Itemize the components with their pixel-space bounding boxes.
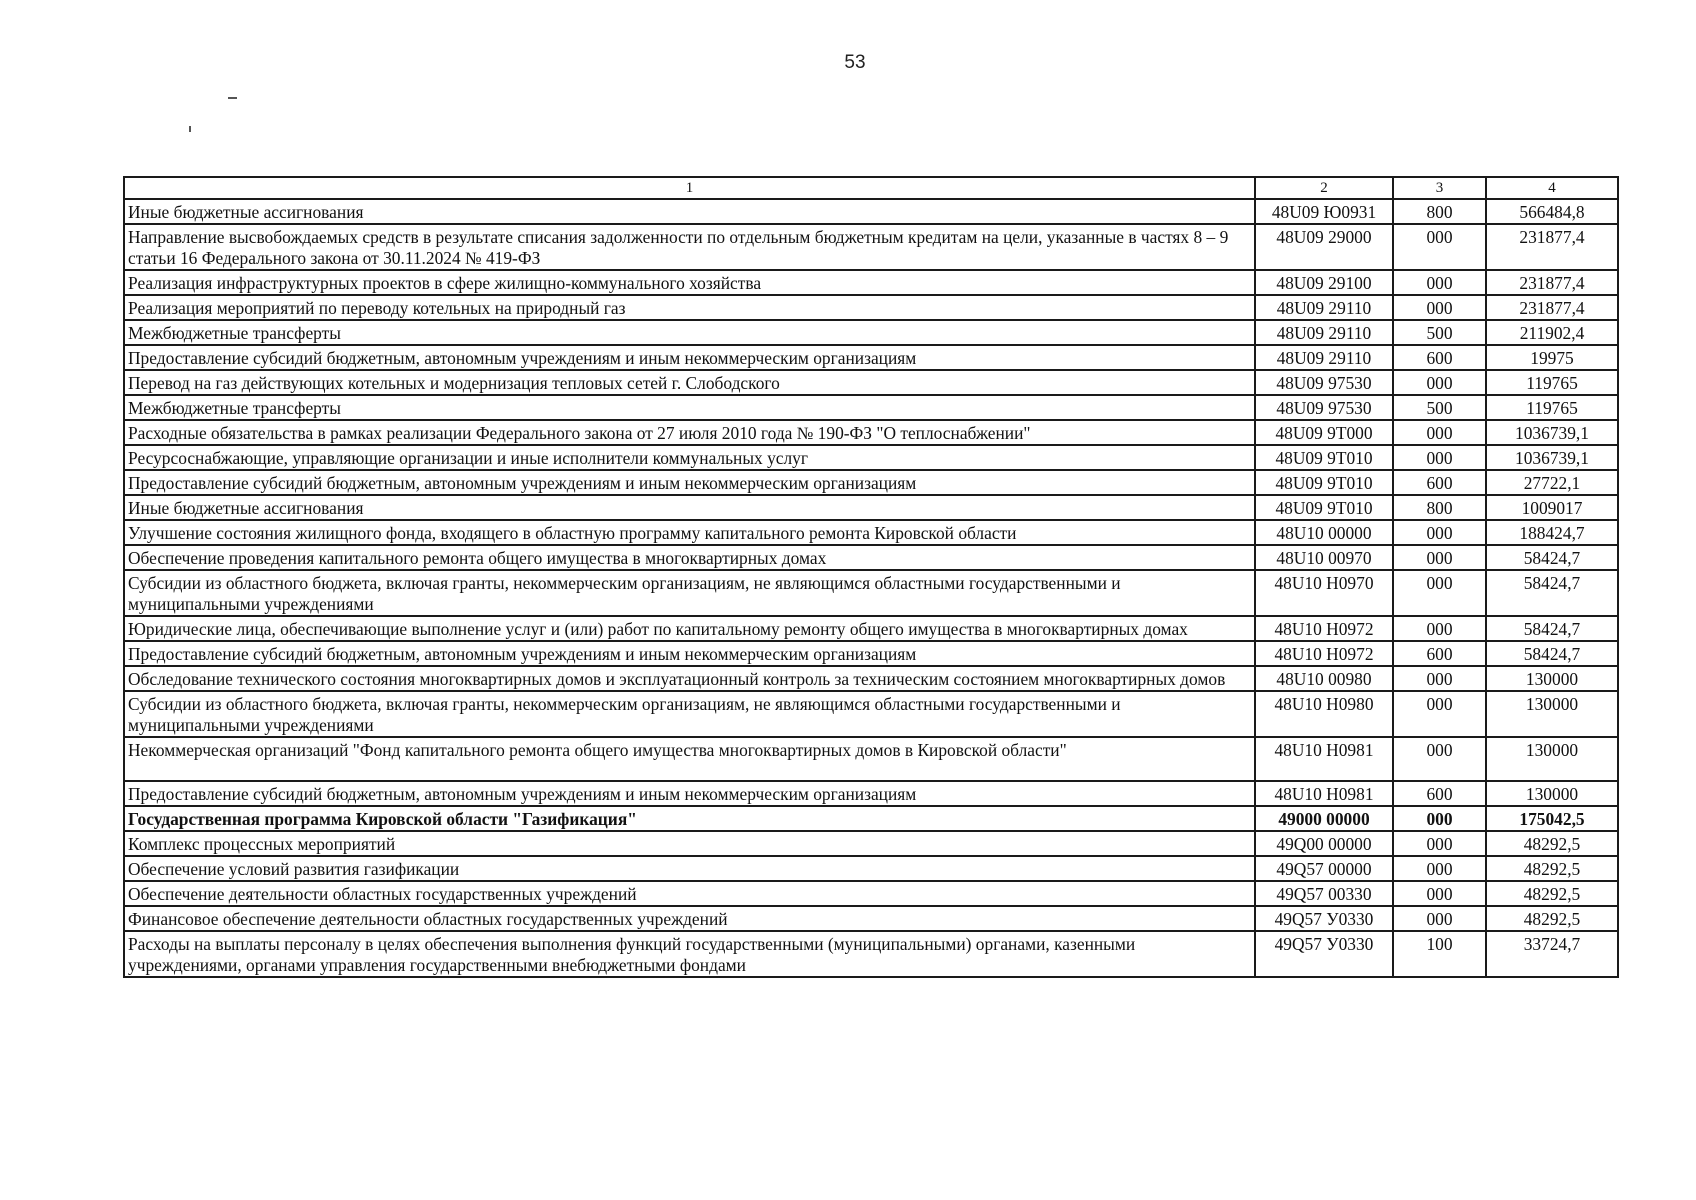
row-type-cell: 000 [1393,295,1486,320]
row-amount-cell: 1036739,1 [1486,420,1618,445]
row-type-cell: 600 [1393,345,1486,370]
table-row [124,737,1618,781]
row-type-cell: 500 [1393,395,1486,420]
row-type-cell: 000 [1393,270,1486,295]
row-code-cell: 48U09 9Т010 [1255,470,1393,495]
table-row [124,224,1618,270]
row-amount-cell: 58424,7 [1486,545,1618,570]
row-name-cell: Обеспечение условий развития газификации [124,856,1255,881]
row-type-cell: 000 [1393,445,1486,470]
row-code-cell: 49000 00000 [1255,806,1393,831]
row-amount-cell: 231877,4 [1486,270,1618,295]
row-code-cell: 48U10 Н0981 [1255,737,1393,781]
row-name-cell: Субсидии из областного бюджета, включая гранты, некоммерческим организациям, не являющимся областными государственными и муниципальными учреждениями [124,691,1255,737]
row-type-cell: 000 [1393,737,1486,781]
column-header: 4 [1486,177,1618,199]
row-name-cell: Некоммерческая организаций "Фонд капитального ремонта общего имущества многоквартирных домов в Кировской области" [124,737,1255,781]
row-amount-cell: 231877,4 [1486,224,1618,270]
table-row [124,420,1618,445]
row-name-cell: Предоставление субсидий бюджетным, автономным учреждениям и иным некоммерческим организациям [124,781,1255,806]
row-amount-cell: 27722,1 [1486,470,1618,495]
table-row [124,199,1618,224]
row-amount-cell: 1009017 [1486,495,1618,520]
table-row [124,570,1618,616]
row-type-cell: 800 [1393,199,1486,224]
row-type-cell: 600 [1393,781,1486,806]
table-row [124,666,1618,691]
row-amount-cell: 58424,7 [1486,641,1618,666]
row-code-cell: 49Q57 00330 [1255,881,1393,906]
row-code-cell: 49Q57 У0330 [1255,931,1393,977]
table-row [124,881,1618,906]
table-row [124,295,1618,320]
row-amount-cell: 130000 [1486,691,1618,737]
row-type-cell: 800 [1393,495,1486,520]
row-amount-cell: 58424,7 [1486,616,1618,641]
table-row [124,616,1618,641]
row-code-cell: 48U09 Ю0931 [1255,199,1393,224]
table-body [124,177,1618,977]
row-type-cell: 000 [1393,520,1486,545]
column-header: 2 [1255,177,1393,199]
row-type-cell: 600 [1393,641,1486,666]
row-amount-cell: 231877,4 [1486,295,1618,320]
row-name-cell: Обследование технического состояния многоквартирных домов и эксплуатационный контроль за техническим состоянием многоквартирных домов [124,666,1255,691]
table-row [124,545,1618,570]
row-name-cell: Ресурсоснабжающие, управляющие организации и иные исполнители коммунальных услуг [124,445,1255,470]
table-row [124,906,1618,931]
table-row [124,345,1618,370]
row-type-cell: 000 [1393,856,1486,881]
row-code-cell: 48U09 97530 [1255,395,1393,420]
row-name-cell: Иные бюджетные ассигнования [124,495,1255,520]
table-row [124,395,1618,420]
row-name-cell: Государственная программа Кировской области "Газификация" [124,806,1255,831]
row-code-cell: 48U10 Н0970 [1255,570,1393,616]
row-amount-cell: 48292,5 [1486,906,1618,931]
row-code-cell: 48U09 29110 [1255,320,1393,345]
row-type-cell: 100 [1393,931,1486,977]
row-code-cell: 49Q00 00000 [1255,831,1393,856]
table-row [124,781,1618,806]
row-name-cell: Реализация инфраструктурных проектов в сфере жилищно-коммунального хозяйства [124,270,1255,295]
row-name-cell: Межбюджетные трансферты [124,320,1255,345]
row-code-cell: 49Q57 00000 [1255,856,1393,881]
row-type-cell: 000 [1393,831,1486,856]
row-type-cell: 600 [1393,470,1486,495]
row-code-cell: 48U09 29110 [1255,345,1393,370]
row-name-cell: Финансовое обеспечение деятельности областных государственных учреждений [124,906,1255,931]
row-type-cell: 000 [1393,906,1486,931]
row-code-cell: 48U09 9Т000 [1255,420,1393,445]
row-amount-cell: 119765 [1486,370,1618,395]
table-row [124,470,1618,495]
column-header: 1 [124,177,1255,199]
row-name-cell: Расходные обязательства в рамках реализации Федерального закона от 27 июля 2010 года № 190-ФЗ "О теплоснабжении" [124,420,1255,445]
row-code-cell: 48U10 Н0972 [1255,616,1393,641]
row-name-cell: Предоставление субсидий бюджетным, автономным учреждениям и иным некоммерческим организациям [124,345,1255,370]
row-code-cell: 48U09 97530 [1255,370,1393,395]
row-name-cell: Межбюджетные трансферты [124,395,1255,420]
scan-speck [228,97,237,99]
row-code-cell: 48U10 00000 [1255,520,1393,545]
table-row [124,641,1618,666]
row-type-cell: 000 [1393,545,1486,570]
row-name-cell: Иные бюджетные ассигнования [124,199,1255,224]
row-amount-cell: 48292,5 [1486,881,1618,906]
row-type-cell: 000 [1393,570,1486,616]
row-type-cell: 000 [1393,370,1486,395]
table-row [124,856,1618,881]
table-row [124,931,1618,977]
row-amount-cell: 211902,4 [1486,320,1618,345]
row-name-cell: Предоставление субсидий бюджетным, автономным учреждениям и иным некоммерческим организациям [124,470,1255,495]
scan-speck [189,126,191,132]
table-row [124,270,1618,295]
row-amount-cell: 188424,7 [1486,520,1618,545]
table-row [124,806,1618,831]
budget-table [123,176,1619,978]
row-amount-cell: 48292,5 [1486,831,1618,856]
table-row [124,370,1618,395]
row-type-cell: 000 [1393,666,1486,691]
row-name-cell: Субсидии из областного бюджета, включая гранты, некоммерческим организациям, не являющимся областными государственными и муниципальными учреждениями [124,570,1255,616]
row-name-cell: Направление высвобождаемых средств в результате списания задолженности по отдельным бюджетным кредитам на цели, указанные в частях 8 – 9 статьи 16 Федерального закона от 30.11.2024 № 419-ФЗ [124,224,1255,270]
row-code-cell: 48U09 9Т010 [1255,445,1393,470]
row-name-cell: Юридические лица, обеспечивающие выполнение услуг и (или) работ по капитальному ремонту общего имущества в многоквартирных домах [124,616,1255,641]
row-type-cell: 000 [1393,224,1486,270]
row-code-cell: 48U10 Н0972 [1255,641,1393,666]
row-name-cell: Комплекс процессных мероприятий [124,831,1255,856]
row-code-cell: 48U09 29110 [1255,295,1393,320]
row-name-cell: Улучшение состояния жилищного фонда, входящего в областную программу капитального ремонта Кировской области [124,520,1255,545]
table-row [124,445,1618,470]
table-row [124,320,1618,345]
row-name-cell: Обеспечение деятельности областных государственных учреждений [124,881,1255,906]
row-amount-cell: 119765 [1486,395,1618,420]
row-amount-cell: 566484,8 [1486,199,1618,224]
column-header: 3 [1393,177,1486,199]
row-type-cell: 000 [1393,881,1486,906]
table-header-row [124,177,1618,199]
row-amount-cell: 130000 [1486,666,1618,691]
row-amount-cell: 175042,5 [1486,806,1618,831]
table-row [124,495,1618,520]
row-code-cell: 48U10 00980 [1255,666,1393,691]
row-amount-cell: 33724,7 [1486,931,1618,977]
row-code-cell: 48U10 Н0980 [1255,691,1393,737]
row-name-cell: Предоставление субсидий бюджетным, автономным учреждениям и иным некоммерческим организациям [124,641,1255,666]
row-type-cell: 000 [1393,806,1486,831]
row-amount-cell: 130000 [1486,737,1618,781]
row-code-cell: 48U10 00970 [1255,545,1393,570]
row-name-cell: Реализация мероприятий по переводу котельных на природный газ [124,295,1255,320]
table-row [124,520,1618,545]
table-row [124,831,1618,856]
row-amount-cell: 48292,5 [1486,856,1618,881]
row-code-cell: 49Q57 У0330 [1255,906,1393,931]
table-row [124,691,1618,737]
row-code-cell: 48U09 9Т010 [1255,495,1393,520]
row-type-cell: 000 [1393,616,1486,641]
row-amount-cell: 19975 [1486,345,1618,370]
row-name-cell: Расходы на выплаты персоналу в целях обеспечения выполнения функций государственными (муниципальными) органами, казенными учреждениями, органами управления государственными внебюджетными фондами [124,931,1255,977]
row-amount-cell: 1036739,1 [1486,445,1618,470]
row-type-cell: 000 [1393,420,1486,445]
row-code-cell: 48U10 Н0981 [1255,781,1393,806]
row-name-cell: Перевод на газ действующих котельных и модернизация тепловых сетей г. Слободского [124,370,1255,395]
row-code-cell: 48U09 29100 [1255,270,1393,295]
row-type-cell: 000 [1393,691,1486,737]
row-amount-cell: 130000 [1486,781,1618,806]
row-name-cell: Обеспечение проведения капитального ремонта общего имущества в многоквартирных домах [124,545,1255,570]
row-amount-cell: 58424,7 [1486,570,1618,616]
page-number: 53 [844,52,866,73]
row-code-cell: 48U09 29000 [1255,224,1393,270]
row-type-cell: 500 [1393,320,1486,345]
